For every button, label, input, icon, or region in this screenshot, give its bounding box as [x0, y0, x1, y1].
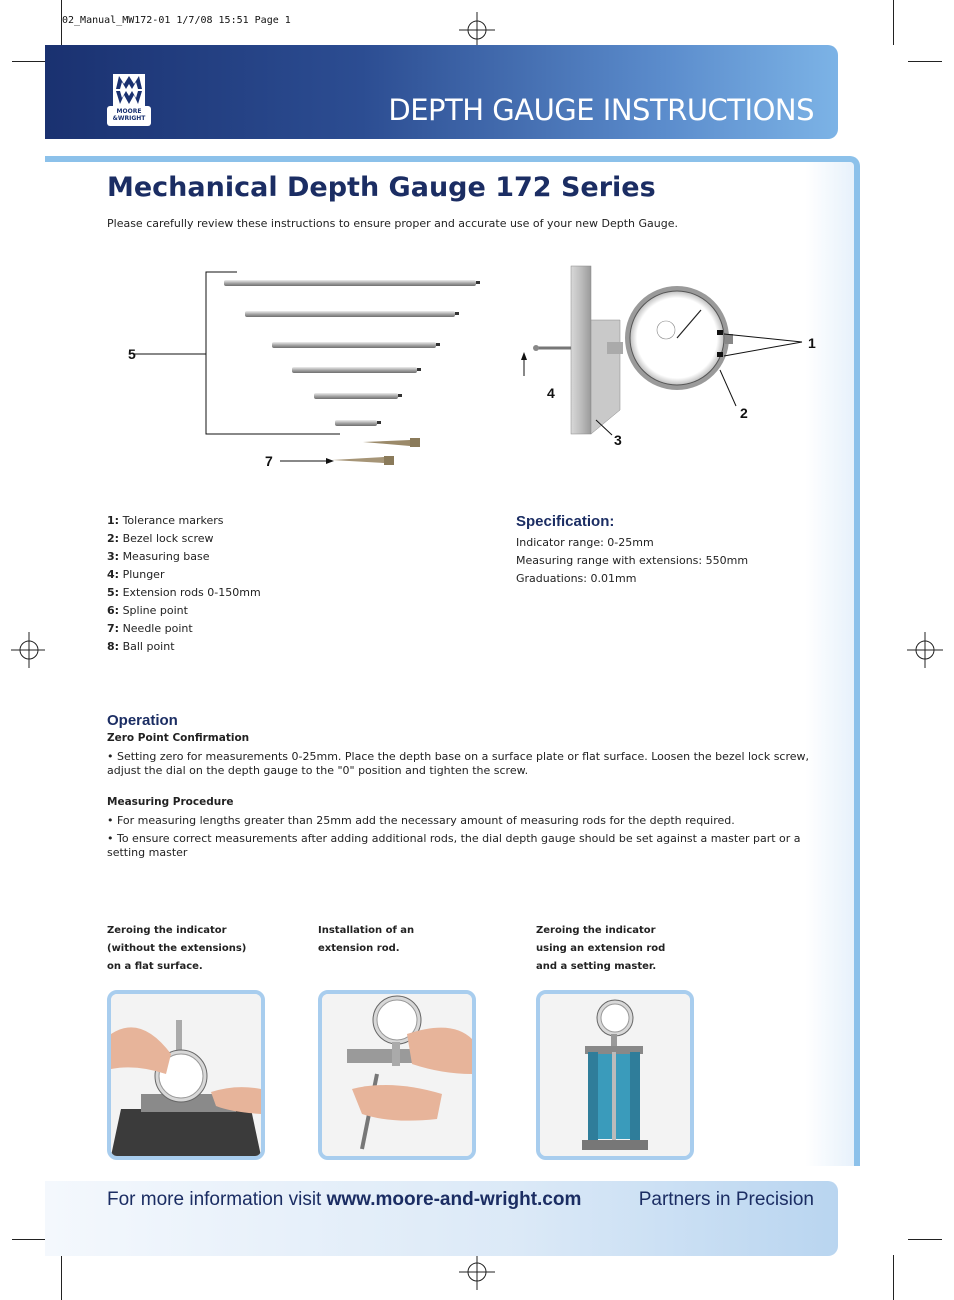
part-number: 2: [107, 532, 115, 545]
caption-line: (without the extensions): [107, 943, 247, 954]
parts-list: [107, 512, 261, 656]
part-item: 2: Bezel lock screw: [107, 532, 214, 545]
caption-line: Zeroing the indicator: [536, 925, 656, 936]
caption-line: and a setting master.: [536, 961, 657, 972]
product-figure: [120, 260, 840, 490]
crop-mark: [12, 61, 46, 62]
callout-3: [596, 420, 622, 448]
part-number: 7: [107, 622, 115, 635]
photo-setting-master: [536, 990, 694, 1160]
crop-mark: [908, 1239, 942, 1240]
logo-text: MOORE &WRIGHT: [112, 108, 146, 122]
part-text: Needle point: [122, 622, 193, 635]
registration-mark-icon: [11, 632, 47, 668]
part-item: 4: Plunger: [107, 568, 165, 581]
crop-mark: [61, 1255, 62, 1300]
photo-caption: [536, 922, 665, 976]
operation-section: [107, 712, 832, 864]
label-3: 3: [614, 432, 622, 448]
intro-text: Please carefully review these instructions to ensure proper and accurate use of your new Depth Gauge.: [107, 217, 678, 230]
photo-zeroing-flat: [107, 990, 265, 1160]
spec-line: Measuring range with extensions: 550mm: [516, 554, 749, 567]
brand-logo: [107, 72, 151, 126]
part-number: 6: [107, 604, 115, 617]
photo-installing-rod: [318, 990, 476, 1160]
part-item: 1: Tolerance markers: [107, 514, 224, 527]
callout-7: [265, 453, 334, 469]
registration-mark-icon: [459, 12, 495, 48]
part-item: 3: Measuring base: [107, 550, 210, 563]
part-number: 1: [107, 514, 115, 527]
caption-line: Zeroing the indicator: [107, 925, 227, 936]
callout-5: [128, 272, 340, 434]
callout-2: [720, 370, 748, 421]
spec-line: Graduations: 0.01mm: [516, 572, 637, 585]
part-item: 7: Needle point: [107, 622, 193, 635]
measuring-text: • To ensure correct measurements after adding additional rods, the dial depth gauge should be set against a master part or a setting master: [107, 832, 801, 859]
label-2: 2: [740, 405, 748, 421]
spline-point: [363, 438, 420, 447]
part-text: Plunger: [122, 568, 165, 581]
zeroing-flat-illustration: [111, 994, 261, 1156]
photo-caption: [107, 922, 246, 976]
caption-line: extension rod.: [318, 943, 400, 954]
part-item: 8: Ball point: [107, 640, 175, 653]
part-number: 4: [107, 568, 115, 581]
label-1: 1: [808, 335, 816, 351]
footer-band: [45, 1181, 838, 1256]
label-4: 4: [547, 385, 555, 401]
callout-4: [521, 352, 555, 401]
crop-mark: [61, 0, 62, 45]
part-text: Ball point: [122, 640, 175, 653]
footer-info: [107, 1189, 581, 1211]
part-text: Tolerance markers: [122, 514, 224, 527]
crop-mark: [893, 0, 894, 45]
header-title: DEPTH GAUGE INSTRUCTIONS: [388, 93, 814, 127]
part-text: Bezel lock screw: [122, 532, 214, 545]
caption-line: using an extension rod: [536, 943, 666, 954]
caption-line: on a flat surface.: [107, 961, 203, 972]
part-item: 6: Spline point: [107, 604, 188, 617]
crop-mark: [893, 1255, 894, 1300]
needle-point: [332, 456, 394, 465]
extension-rods: [224, 280, 480, 426]
setting-master-illustration: [540, 994, 690, 1156]
measuring-procedure-heading: Measuring Procedure: [107, 796, 234, 808]
measuring-text: • For measuring lengths greater than 25mm add the necessary amount of measuring rods for the depth required.: [107, 814, 735, 827]
zero-point-text: • Setting zero for measurements 0-25mm. Place the depth base on a surface plate or flat surface. Loosen the bezel lock screw, adjust the dial on the depth gauge to the "0" position and tighten the screw.: [107, 750, 810, 777]
spec-line: Indicator range: 0-25mm: [516, 536, 654, 549]
part-number: 3: [107, 550, 115, 563]
zero-point-heading: Zero Point Confirmation: [107, 732, 250, 744]
printer-slug: 02_Manual_MW172-01 1/7/08 15:51 Page 1: [62, 15, 291, 26]
part-text: Extension rods 0-150mm: [122, 586, 261, 599]
footer-tagline: Partners in Precision: [638, 1189, 814, 1210]
specification-heading: Specification:: [516, 513, 615, 530]
label-7: 7: [265, 453, 273, 469]
header-band: [45, 45, 838, 139]
depth-gauge: [533, 266, 733, 434]
operation-heading: Operation: [107, 712, 178, 729]
caption-line: Installation of an: [318, 925, 415, 936]
specification-section: [516, 513, 748, 588]
part-text: Measuring base: [122, 550, 210, 563]
part-item: 5: Extension rods 0-150mm: [107, 586, 261, 599]
photo-caption: [318, 922, 414, 958]
callout-1: [724, 334, 816, 356]
registration-mark-icon: [907, 632, 943, 668]
label-5: 5: [128, 346, 136, 362]
crop-mark: [12, 1239, 46, 1240]
installing-rod-illustration: [322, 994, 472, 1156]
footer-prefix: For more information visit: [107, 1189, 327, 1210]
part-number: 8: [107, 640, 115, 653]
registration-mark-icon: [459, 1254, 495, 1290]
crop-mark: [908, 61, 942, 62]
part-number: 5: [107, 586, 115, 599]
website-link[interactable]: www.moore-and-wright.com: [326, 1189, 582, 1210]
page-title: Mechanical Depth Gauge 172 Series: [107, 172, 656, 203]
part-text: Spline point: [122, 604, 188, 617]
